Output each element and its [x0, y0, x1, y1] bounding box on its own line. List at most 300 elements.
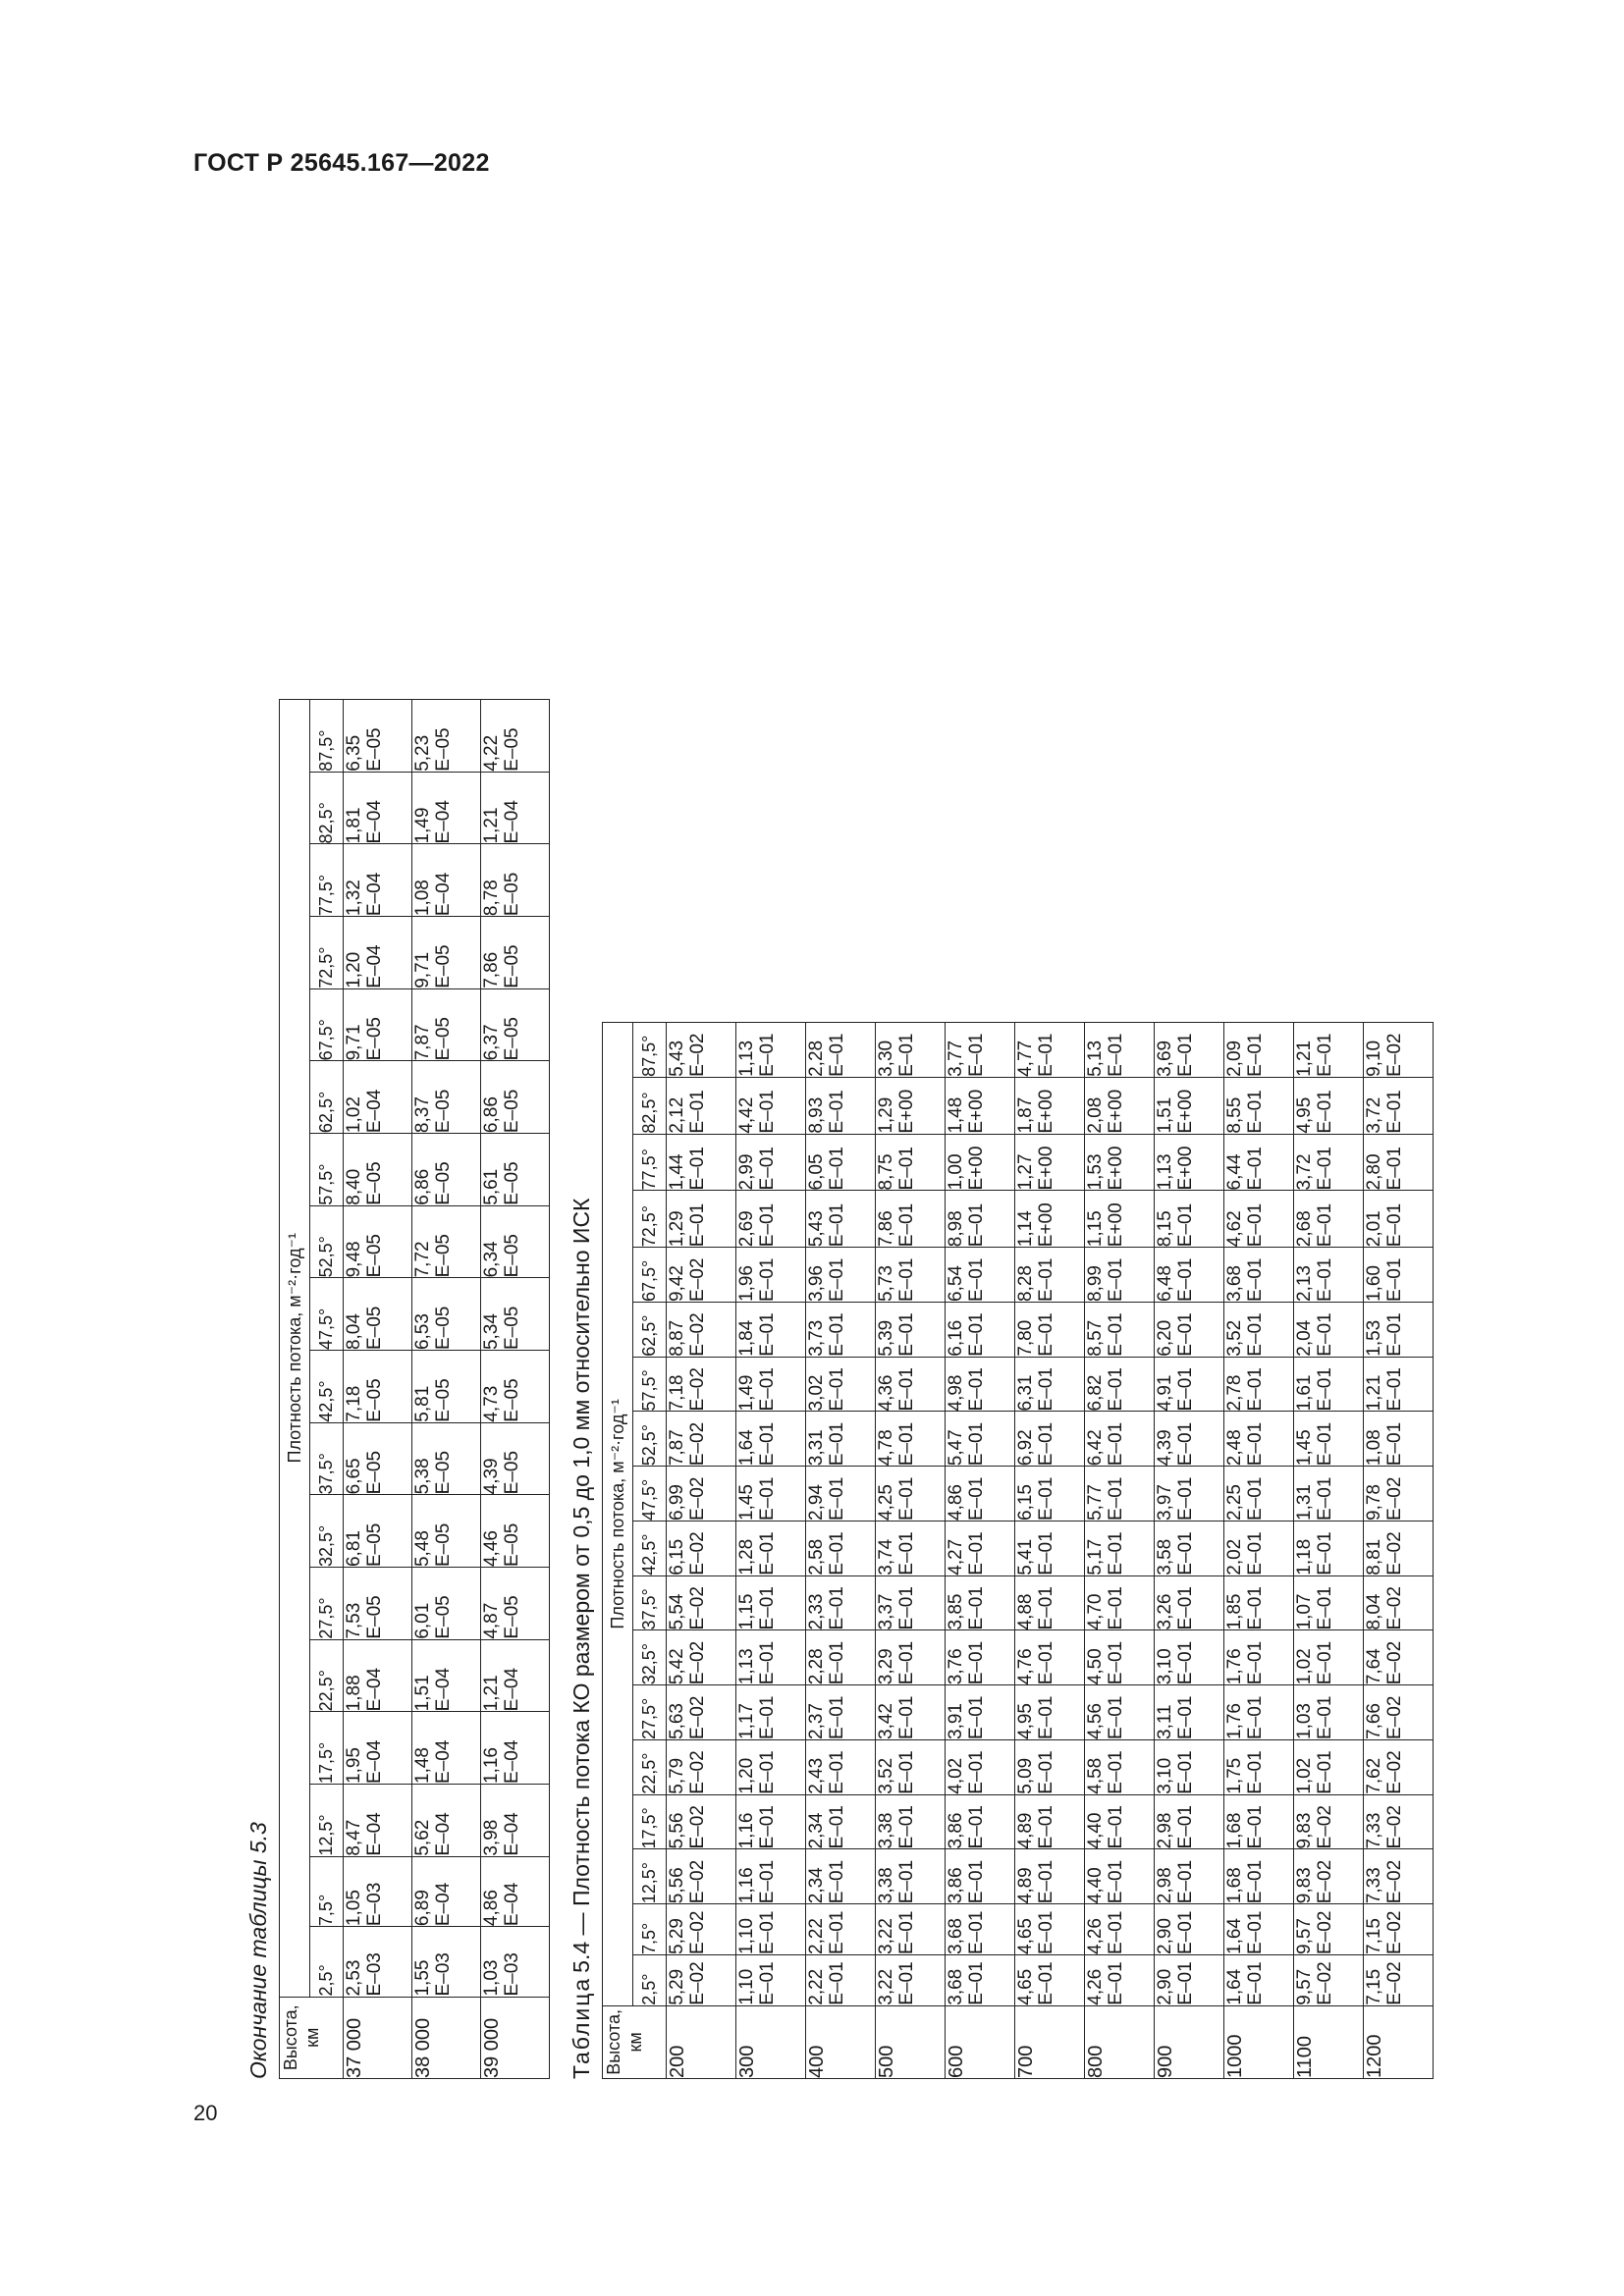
- value-cell: [1085, 1794, 1155, 1849]
- value-mantissa: 3,11: [1155, 1704, 1175, 1739]
- value-cell: [806, 1521, 876, 1575]
- value-mantissa: 6,16: [946, 1319, 966, 1357]
- value-cell: [1085, 1685, 1155, 1740]
- value-mantissa: 8,99: [1085, 1265, 1106, 1302]
- value-exponent: E–01: [1036, 1586, 1056, 1630]
- value-cell: [736, 1849, 806, 1904]
- value-cell: [806, 1849, 876, 1904]
- value-cell: [344, 1784, 412, 1856]
- value-cell: [1015, 1023, 1085, 1078]
- value-mantissa: 4,46: [481, 1530, 502, 1568]
- value-mantissa: 8,87: [667, 1319, 687, 1357]
- value-mantissa: 4,95: [1294, 1096, 1315, 1134]
- value-mantissa: 3,85: [946, 1593, 966, 1630]
- value-cell: [1155, 1685, 1224, 1740]
- value-exponent: E–01: [1245, 1476, 1266, 1521]
- value-cell: [1294, 1904, 1364, 1955]
- value-cell: [876, 1302, 946, 1357]
- value-cell: [946, 1521, 1015, 1575]
- value-cell: [1015, 1302, 1085, 1357]
- value-exponent: E–02: [687, 1859, 708, 1904]
- value-exponent: E–01: [757, 1033, 778, 1077]
- value-exponent: E–01: [1036, 1257, 1056, 1302]
- value-cell: [1364, 1521, 1434, 1575]
- value-exponent: E–01: [1245, 1695, 1266, 1739]
- angle-header: 7,5°: [633, 1904, 667, 1955]
- value-mantissa: 6,48: [1155, 1265, 1175, 1302]
- value-exponent: E–01: [1036, 1859, 1056, 1904]
- value-mantissa: 9,48: [344, 1241, 364, 1278]
- value-mantissa: 5,13: [1085, 1040, 1106, 1077]
- value-mantissa: 5,34: [481, 1313, 502, 1351]
- value-mantissa: 2,99: [736, 1153, 757, 1191]
- value-cell: [667, 1904, 736, 1955]
- value-cell: [1364, 1794, 1434, 1849]
- value-mantissa: 9,42: [667, 1265, 687, 1302]
- value-cell: [1364, 1904, 1434, 1955]
- value-mantissa: 5,42: [667, 1648, 687, 1685]
- value-exponent: E–01: [827, 1586, 847, 1630]
- value-cell: [946, 1248, 1015, 1303]
- value-exponent: E+00: [1036, 1146, 1056, 1191]
- value-mantissa: 4,88: [1015, 1593, 1036, 1630]
- value-exponent: E–05: [502, 1378, 522, 1422]
- value-mantissa: 4,89: [1015, 1812, 1036, 1849]
- value-cell: [1224, 1077, 1294, 1134]
- value-cell: [481, 1712, 550, 1785]
- value-exponent: E–01: [1245, 1367, 1266, 1412]
- value-cell: [412, 844, 481, 917]
- value-cell: [481, 844, 550, 917]
- value-exponent: E–04: [364, 872, 385, 917]
- value-cell: [481, 988, 550, 1061]
- value-exponent: E–01: [966, 1750, 987, 1794]
- value-exponent: E–04: [502, 1812, 522, 1856]
- altitude-cell: 1000: [1224, 2005, 1294, 2078]
- value-exponent: E–01: [966, 1695, 987, 1739]
- value-mantissa: 5,62: [412, 1819, 433, 1856]
- value-mantissa: 5,09: [1015, 1757, 1036, 1794]
- value-cell: [1364, 1954, 1434, 2005]
- value-cell: [946, 1134, 1015, 1191]
- value-cell: [1294, 1302, 1364, 1357]
- value-exponent: E–05: [364, 1378, 385, 1422]
- value-cell: [667, 1134, 736, 1191]
- value-cell: [481, 700, 550, 773]
- value-exponent: E–01: [827, 1750, 847, 1794]
- value-exponent: E–01: [1245, 1312, 1266, 1357]
- value-exponent: E–04: [433, 1739, 454, 1784]
- value-exponent: E–01: [1036, 1961, 1056, 2005]
- value-exponent: E–01: [966, 1531, 987, 1575]
- angle-header: 22,5°: [310, 1639, 344, 1712]
- value-cell: [876, 1794, 946, 1849]
- altitude-cell: 1200: [1364, 2005, 1434, 2078]
- data-table: [279, 699, 550, 2079]
- value-cell: [412, 700, 481, 773]
- value-cell: [876, 1191, 946, 1248]
- value-mantissa: 4,95: [1015, 1703, 1036, 1739]
- value-cell: [806, 1904, 876, 1955]
- value-mantissa: 5,61: [481, 1168, 502, 1205]
- value-mantissa: 1,13: [736, 1648, 757, 1685]
- value-cell: [876, 1134, 946, 1191]
- value-exponent: E–05: [364, 1161, 385, 1205]
- value-cell: [1364, 1630, 1434, 1685]
- value-cell: [1364, 1412, 1434, 1467]
- value-cell: [667, 1630, 736, 1685]
- value-cell: [412, 1927, 481, 1997]
- value-mantissa: 9,83: [1294, 1867, 1315, 1904]
- value-exponent: E–01: [966, 1257, 987, 1302]
- value-mantissa: 1,55: [412, 1959, 433, 1997]
- value-exponent: E–04: [364, 1089, 385, 1134]
- value-cell: [946, 1954, 1015, 2005]
- value-cell: [1015, 1357, 1085, 1412]
- value-exponent: E–01: [1315, 1033, 1335, 1077]
- value-cell: [481, 1784, 550, 1856]
- angle-header: 7,5°: [310, 1856, 344, 1926]
- value-mantissa: 4,89: [1015, 1867, 1036, 1904]
- value-cell: [1294, 1023, 1364, 1078]
- angle-header: 57,5°: [633, 1357, 667, 1412]
- value-mantissa: 7,33: [1364, 1867, 1384, 1904]
- value-exponent: E–02: [687, 1750, 708, 1794]
- altitude-cell: 39 000: [481, 1997, 550, 2078]
- document-header: ГОСТ Р 25645.167—2022: [193, 149, 490, 177]
- value-exponent: E–02: [1384, 1859, 1405, 1904]
- value-exponent: E–01: [1175, 1367, 1196, 1412]
- value-cell: [736, 1954, 806, 2005]
- value-mantissa: 1,53: [1085, 1153, 1106, 1191]
- value-mantissa: 6,05: [806, 1153, 827, 1191]
- angle-header: 42,5°: [310, 1351, 344, 1423]
- value-cell: [1294, 1134, 1364, 1191]
- value-mantissa: 6,01: [412, 1602, 433, 1639]
- value-cell: [946, 1849, 1015, 1904]
- value-exponent: E–05: [502, 872, 522, 917]
- value-exponent: E–01: [757, 1476, 778, 1521]
- altitude-cell: 200: [667, 2005, 736, 2078]
- value-exponent: E–01: [1106, 1805, 1126, 1849]
- value-mantissa: 6,81: [344, 1530, 364, 1568]
- value-exponent: E–01: [757, 1586, 778, 1630]
- value-exponent: E–01: [1245, 1640, 1266, 1685]
- angle-header: 72,5°: [310, 917, 344, 989]
- value-cell: [344, 1927, 412, 1997]
- value-cell: [1085, 1023, 1155, 1078]
- value-mantissa: 6,82: [1085, 1374, 1106, 1412]
- value-cell: [1224, 1248, 1294, 1303]
- value-cell: [806, 1134, 876, 1191]
- value-mantissa: 3,98: [481, 1819, 502, 1856]
- value-cell: [736, 1904, 806, 1955]
- value-exponent: E–01: [1175, 1859, 1196, 1904]
- value-exponent: E–01: [1036, 1421, 1056, 1467]
- value-mantissa: 7,87: [412, 1024, 433, 1061]
- value-exponent: E–02: [1384, 1961, 1405, 2005]
- value-mantissa: 6,92: [1015, 1429, 1036, 1467]
- value-mantissa: 8,04: [344, 1313, 364, 1351]
- value-cell: [1294, 1575, 1364, 1630]
- value-mantissa: 2,08: [1085, 1096, 1106, 1134]
- value-cell: [806, 1248, 876, 1303]
- value-cell: [1155, 1302, 1224, 1357]
- value-exponent: E–01: [1315, 1421, 1335, 1467]
- value-cell: [736, 1357, 806, 1412]
- value-exponent: E–01: [757, 1961, 778, 2005]
- value-mantissa: 8,37: [412, 1096, 433, 1134]
- value-mantissa: 3,38: [876, 1812, 896, 1849]
- angle-header: 82,5°: [633, 1077, 667, 1134]
- value-exponent: E–01: [1315, 1202, 1335, 1248]
- value-mantissa: 6,15: [667, 1538, 687, 1575]
- table-row: [1364, 1023, 1434, 2079]
- value-cell: [667, 1467, 736, 1522]
- value-exponent: E–05: [364, 1522, 385, 1568]
- value-cell: [806, 1739, 876, 1794]
- value-cell: [1155, 1521, 1224, 1575]
- value-cell: [1224, 1794, 1294, 1849]
- value-mantissa: 3,02: [806, 1374, 827, 1412]
- value-mantissa: 2,28: [806, 1040, 827, 1077]
- value-mantissa: 6,54: [946, 1265, 966, 1302]
- value-exponent: E–02: [687, 1421, 708, 1467]
- value-cell: [806, 1023, 876, 1078]
- value-mantissa: 4,77: [1015, 1040, 1036, 1077]
- value-cell: [1294, 1412, 1364, 1467]
- value-cell: [481, 772, 550, 844]
- value-exponent: E–01: [1245, 1805, 1266, 1849]
- value-exponent: E–01: [1106, 1586, 1126, 1630]
- value-exponent: E–05: [502, 1089, 522, 1134]
- value-cell: [1364, 1023, 1434, 1078]
- value-cell: [344, 772, 412, 844]
- value-exponent: E–01: [827, 1640, 847, 1685]
- value-mantissa: 5,77: [1085, 1484, 1106, 1521]
- value-cell: [412, 1639, 481, 1712]
- value-mantissa: 1,02: [1294, 1648, 1315, 1685]
- value-exponent: E–01: [757, 1695, 778, 1739]
- value-exponent: E–01: [827, 1367, 847, 1412]
- value-mantissa: 1,44: [667, 1153, 687, 1191]
- angle-header: 62,5°: [633, 1302, 667, 1357]
- value-cell: [481, 1351, 550, 1423]
- value-mantissa: 8,98: [946, 1210, 966, 1248]
- value-mantissa: 2,34: [806, 1867, 827, 1904]
- value-mantissa: 5,54: [667, 1593, 687, 1630]
- value-exponent: E–01: [966, 1910, 987, 1954]
- value-exponent: E–01: [1175, 1640, 1196, 1685]
- value-cell: [667, 1191, 736, 1248]
- value-cell: [344, 1495, 412, 1568]
- value-mantissa: 1,75: [1224, 1757, 1245, 1794]
- angle-header: 32,5°: [310, 1495, 344, 1568]
- value-cell: [344, 1351, 412, 1423]
- value-exponent: E–05: [433, 1234, 454, 1278]
- value-mantissa: 1,88: [344, 1675, 364, 1712]
- value-mantissa: 3,68: [946, 1918, 966, 1954]
- value-mantissa: 2,94: [806, 1484, 827, 1521]
- value-mantissa: 3,42: [876, 1703, 896, 1739]
- value-cell: [412, 1205, 481, 1278]
- value-cell: [946, 1412, 1015, 1467]
- value-mantissa: 4,22: [481, 734, 502, 772]
- value-mantissa: 3,29: [876, 1648, 896, 1685]
- value-cell: [1224, 1521, 1294, 1575]
- value-cell: [876, 1412, 946, 1467]
- value-mantissa: 2,90: [1155, 1918, 1175, 1954]
- value-mantissa: 9,10: [1364, 1040, 1384, 1077]
- value-mantissa: 7,64: [1364, 1648, 1384, 1685]
- value-cell: [667, 1575, 736, 1630]
- angle-header: 12,5°: [310, 1784, 344, 1856]
- value-cell: [667, 1954, 736, 2005]
- value-cell: [667, 1357, 736, 1412]
- value-exponent: E–01: [896, 1531, 917, 1575]
- value-cell: [1364, 1191, 1434, 1248]
- value-cell: [806, 1077, 876, 1134]
- value-exponent: E–02: [687, 1312, 708, 1357]
- value-cell: [1155, 1077, 1224, 1134]
- altitude-cell: 1100: [1294, 2005, 1364, 2078]
- value-cell: [481, 917, 550, 989]
- value-mantissa: 1,29: [876, 1096, 896, 1134]
- value-exponent: E–01: [1036, 1805, 1056, 1849]
- value-exponent: E–04: [502, 800, 522, 844]
- value-mantissa: 6,20: [1155, 1319, 1175, 1357]
- value-mantissa: 4,26: [1085, 1968, 1106, 2005]
- value-exponent: E–01: [896, 1257, 917, 1302]
- value-mantissa: 3,91: [946, 1703, 966, 1739]
- value-cell: [876, 1077, 946, 1134]
- value-exponent: E–01: [687, 1202, 708, 1248]
- value-cell: [1364, 1685, 1434, 1740]
- value-mantissa: 6,99: [667, 1484, 687, 1521]
- value-mantissa: 2,25: [1224, 1484, 1245, 1521]
- value-cell: [412, 917, 481, 989]
- value-exponent: E–04: [364, 800, 385, 844]
- flux-density-header: Плотность потока, м⁻²·год⁻¹: [280, 700, 310, 1998]
- value-exponent: E–02: [1315, 1910, 1335, 1954]
- value-exponent: E–01: [1384, 1312, 1405, 1357]
- value-cell: [1224, 1191, 1294, 1248]
- value-exponent: E–02: [1384, 1805, 1405, 1849]
- value-mantissa: 4,02: [946, 1757, 966, 1794]
- value-exponent: E–01: [966, 1586, 987, 1630]
- value-mantissa: 8,78: [481, 880, 502, 917]
- value-mantissa: 6,65: [344, 1458, 364, 1495]
- altitude-cell: 800: [1085, 2005, 1155, 2078]
- value-cell: [1224, 1467, 1294, 1522]
- angle-header: 17,5°: [310, 1712, 344, 1785]
- value-cell: [344, 1134, 412, 1206]
- value-mantissa: 2,90: [1155, 1968, 1175, 2005]
- table-row: [1015, 1023, 1085, 2079]
- value-mantissa: 6,15: [1015, 1484, 1036, 1521]
- value-cell: [1224, 1739, 1294, 1794]
- value-mantissa: 1,20: [344, 951, 364, 988]
- value-cell: [806, 1685, 876, 1740]
- value-cell: [946, 1630, 1015, 1685]
- value-cell: [1015, 1134, 1085, 1191]
- value-exponent: E–04: [364, 1667, 385, 1712]
- value-mantissa: 2,68: [1294, 1210, 1315, 1248]
- value-exponent: E–01: [1036, 1033, 1056, 1077]
- altitude-cell: 300: [736, 2005, 806, 2078]
- value-cell: [876, 1630, 946, 1685]
- value-mantissa: 5,43: [667, 1040, 687, 1077]
- value-mantissa: 6,53: [412, 1313, 433, 1351]
- value-cell: [1364, 1467, 1434, 1522]
- value-cell: [1085, 1357, 1155, 1412]
- value-mantissa: 1,48: [412, 1747, 433, 1784]
- angle-header: 57,5°: [310, 1134, 344, 1206]
- value-exponent: E+00: [966, 1089, 987, 1134]
- value-cell: [412, 772, 481, 844]
- value-exponent: E–01: [966, 1640, 987, 1685]
- table-row: [1155, 1023, 1224, 2079]
- value-mantissa: 2,80: [1364, 1153, 1384, 1191]
- value-mantissa: 4,50: [1085, 1648, 1106, 1685]
- value-cell: [481, 1927, 550, 1997]
- value-exponent: E+00: [1106, 1089, 1126, 1134]
- angle-header: 77,5°: [633, 1134, 667, 1191]
- value-cell: [1155, 1357, 1224, 1412]
- value-mantissa: 4,86: [481, 1890, 502, 1927]
- value-exponent: E–01: [1315, 1531, 1335, 1575]
- data-table: [602, 1022, 1434, 2079]
- value-mantissa: 4,40: [1085, 1812, 1106, 1849]
- value-mantissa: 5,63: [667, 1703, 687, 1739]
- value-cell: [481, 1205, 550, 1278]
- value-mantissa: 4,40: [1085, 1867, 1106, 1904]
- value-exponent: E–02: [687, 1640, 708, 1685]
- value-cell: [344, 844, 412, 917]
- value-mantissa: 2,98: [1155, 1867, 1175, 1904]
- value-mantissa: 2,33: [806, 1593, 827, 1630]
- altitude-cell: 600: [946, 2005, 1015, 2078]
- value-exponent: E–01: [1106, 1033, 1126, 1077]
- value-mantissa: 2,22: [806, 1918, 827, 1954]
- value-exponent: E–01: [896, 1805, 917, 1849]
- value-mantissa: 1,48: [946, 1096, 966, 1134]
- angle-header: 32,5°: [633, 1630, 667, 1685]
- value-cell: [481, 1278, 550, 1351]
- value-mantissa: 2,34: [806, 1812, 827, 1849]
- value-mantissa: 4,65: [1015, 1968, 1036, 2005]
- value-cell: [412, 1495, 481, 1568]
- value-exponent: E–05: [433, 1017, 454, 1061]
- value-exponent: E–05: [502, 1306, 522, 1351]
- table-row: [946, 1023, 1015, 2079]
- altitude-cell: 900: [1155, 2005, 1224, 2078]
- value-exponent: E+00: [896, 1089, 917, 1134]
- value-cell: [1085, 1302, 1155, 1357]
- value-exponent: E–01: [757, 1147, 778, 1191]
- altitude-cell: 500: [876, 2005, 946, 2078]
- value-exponent: E–04: [364, 1739, 385, 1784]
- value-mantissa: 1,84: [736, 1319, 757, 1357]
- value-exponent: E–04: [433, 1667, 454, 1712]
- value-mantissa: 1,07: [1294, 1593, 1315, 1630]
- value-exponent: E–04: [502, 1882, 522, 1927]
- value-cell: [1015, 1467, 1085, 1522]
- value-cell: [1155, 1248, 1224, 1303]
- angle-header: 52,5°: [310, 1205, 344, 1278]
- value-cell: [1085, 1412, 1155, 1467]
- value-cell: [946, 1302, 1015, 1357]
